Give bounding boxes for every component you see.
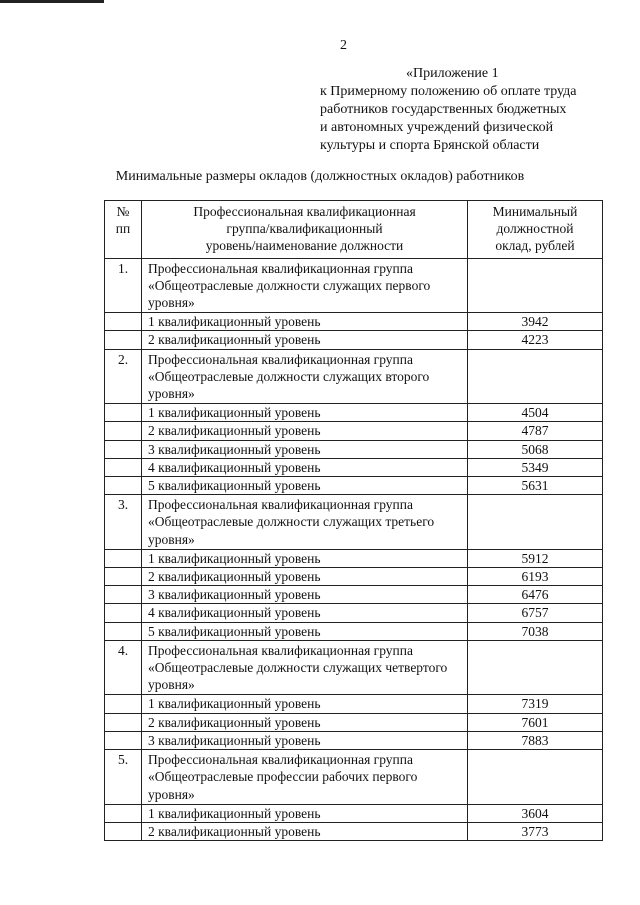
group-salary-cell — [468, 495, 603, 550]
level-name: 3 квалификационный уровень — [142, 440, 468, 458]
level-number-cell — [105, 440, 142, 458]
group-number: 1. — [105, 258, 142, 313]
appendix-line: работников государственных бюджетных — [320, 102, 567, 117]
level-row — [105, 422, 603, 440]
level-salary: 7319 — [468, 695, 603, 713]
level-number-cell — [105, 568, 142, 586]
group-row — [105, 349, 603, 404]
level-row — [105, 458, 603, 476]
level-salary: 3604 — [468, 804, 603, 822]
level-name: 1 квалификационный уровень — [142, 695, 468, 713]
level-number-cell — [105, 713, 142, 731]
level-salary: 7883 — [468, 731, 603, 749]
level-name: 3 квалификационный уровень — [142, 731, 468, 749]
level-row — [105, 713, 603, 731]
level-number-cell — [105, 313, 142, 331]
level-salary: 3942 — [468, 313, 603, 331]
level-salary: 6193 — [468, 568, 603, 586]
appendix-line: и автономных учреждений физической — [320, 120, 554, 135]
appendix-line: к Примерному положению об оплате труда — [320, 84, 577, 99]
level-row — [105, 313, 603, 331]
group-name: Профессиональная квалификационная группа «Общеотраслевые должности служащих второго уровня» — [142, 349, 468, 404]
level-name: 2 квалификационный уровень — [142, 331, 468, 349]
level-salary: 6476 — [468, 586, 603, 604]
level-salary: 5912 — [468, 549, 603, 567]
level-number-cell — [105, 404, 142, 422]
appendix-block — [320, 65, 577, 155]
level-number-cell — [105, 731, 142, 749]
group-row — [105, 640, 603, 695]
table-header-row — [105, 201, 603, 259]
level-number-cell — [105, 695, 142, 713]
level-salary: 3773 — [468, 822, 603, 840]
header-salary-line: оклад, рублей — [495, 238, 575, 254]
level-row — [105, 822, 603, 840]
level-row — [105, 731, 603, 749]
group-salary-cell — [468, 750, 603, 805]
level-name: 2 квалификационный уровень — [142, 568, 468, 586]
level-row — [105, 440, 603, 458]
header-num-line: пп — [115, 221, 131, 237]
level-salary: 4223 — [468, 331, 603, 349]
level-name: 1 квалификационный уровень — [142, 549, 468, 567]
header-name-line: уровень/наименование должности — [205, 238, 404, 254]
level-number-cell — [105, 331, 142, 349]
level-name: 2 квалификационный уровень — [142, 713, 468, 731]
group-name: Профессиональная квалификационная группа «Общеотраслевые должности служащих первого уровня» — [142, 258, 468, 313]
group-salary-cell — [468, 349, 603, 404]
header-num — [105, 201, 142, 259]
page-number: 2 — [340, 38, 347, 53]
level-name: 4 квалификационный уровень — [142, 604, 468, 622]
table-body — [105, 258, 603, 841]
level-number-cell — [105, 586, 142, 604]
level-salary: 6757 — [468, 604, 603, 622]
level-row — [105, 604, 603, 622]
group-name: Профессиональная квалификационная группа «Общеотраслевые должности служащих четвертого уровня» — [142, 640, 468, 695]
appendix-title: «Приложение 1 — [406, 66, 499, 81]
level-name: 5 квалификационный уровень — [142, 477, 468, 495]
level-salary: 7038 — [468, 622, 603, 640]
level-name: 1 квалификационный уровень — [142, 804, 468, 822]
level-salary: 4787 — [468, 422, 603, 440]
level-row — [105, 404, 603, 422]
appendix-line: культуры и спорта Брянской области — [320, 138, 540, 153]
level-row — [105, 695, 603, 713]
group-row — [105, 750, 603, 805]
level-name: 5 квалификационный уровень — [142, 622, 468, 640]
group-salary-cell — [468, 258, 603, 313]
level-row — [105, 804, 603, 822]
level-number-cell — [105, 822, 142, 840]
level-number-cell — [105, 622, 142, 640]
level-name: 4 квалификационный уровень — [142, 458, 468, 476]
level-name: 3 квалификационный уровень — [142, 586, 468, 604]
level-row — [105, 331, 603, 349]
table-heading: Минимальные размеры окладов (должностных окладов) работников — [115, 169, 525, 184]
top-rule — [0, 0, 104, 3]
level-number-cell — [105, 549, 142, 567]
level-salary: 5349 — [468, 458, 603, 476]
header-name-line: Профессиональная квалификационная — [193, 204, 416, 219]
level-row — [105, 622, 603, 640]
level-name: 1 квалификационный уровень — [142, 404, 468, 422]
header-num-line: № — [116, 204, 130, 219]
salary-table — [104, 200, 603, 841]
header-name-line: группа/квалификационный — [226, 221, 383, 237]
level-number-cell — [105, 604, 142, 622]
header-name — [142, 201, 468, 259]
level-row — [105, 586, 603, 604]
header-salary — [468, 201, 603, 259]
level-row — [105, 549, 603, 567]
level-salary: 4504 — [468, 404, 603, 422]
header-salary-line: должностной — [496, 221, 574, 237]
level-row — [105, 568, 603, 586]
level-salary: 5068 — [468, 440, 603, 458]
group-number: 2. — [105, 349, 142, 404]
level-salary: 5631 — [468, 477, 603, 495]
level-row — [105, 477, 603, 495]
level-name: 2 квалификационный уровень — [142, 422, 468, 440]
group-salary-cell — [468, 640, 603, 695]
group-row — [105, 495, 603, 550]
group-name: Профессиональная квалификационная группа «Общеотраслевые профессии рабочих первого уровня» — [142, 750, 468, 805]
group-number: 3. — [105, 495, 142, 550]
group-name: Профессиональная квалификационная группа «Общеотраслевые должности служащих третьего уровня» — [142, 495, 468, 550]
group-row — [105, 258, 603, 313]
level-name: 1 квалификационный уровень — [142, 313, 468, 331]
group-number: 4. — [105, 640, 142, 695]
level-number-cell — [105, 422, 142, 440]
level-number-cell — [105, 477, 142, 495]
level-name: 2 квалификационный уровень — [142, 822, 468, 840]
group-number: 5. — [105, 750, 142, 805]
level-salary: 7601 — [468, 713, 603, 731]
header-salary-line: Минимальный — [492, 204, 578, 219]
level-number-cell — [105, 458, 142, 476]
level-number-cell — [105, 804, 142, 822]
